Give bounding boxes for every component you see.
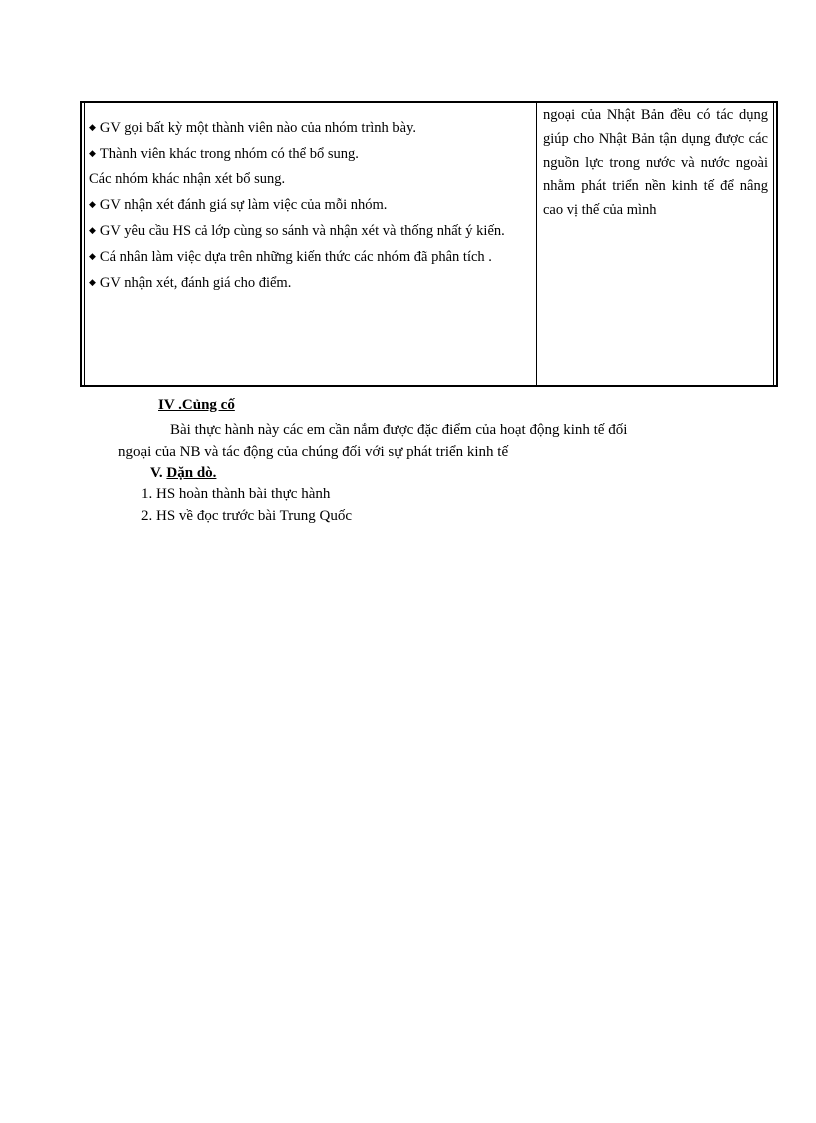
activity-item-6: ◆ Cá nhân làm việc dựa trên những kiến thức các nhóm đã phân tích . [89,246,528,267]
activity-item-1: ◆ GV gọi bất kỳ một thành viên nào của nhóm trình bày. [89,117,528,138]
content-text: ngoại của Nhật Bản đều có tác dụng giúp cho Nhật Bản tận dụng được các nguồn lực trong nước và nước ngoài nhằm phát triển nền kinh tế để nâng cao vị thế của mình [543,107,768,219]
section-iv-line-2: ngoại của NB và tác động của chúng đối với sự phát triển kinh tế [118,444,509,460]
diamond-bullet-icon: ◆ [89,225,96,235]
activity-item-3: Các nhóm khác nhận xét bổ sung. [89,171,286,187]
content-column [537,103,776,385]
diamond-bullet-icon: ◆ [89,122,96,132]
activity-item-5: ◆ GV yêu cầu HS cả lớp cùng so sánh và nhận xét và thống nhất ý kiến. [89,220,528,241]
activities-column [82,103,537,385]
lesson-table [80,101,778,387]
section-iv-line-1: Bài thực hành này các em cần nắm được đặc điểm của hoạt động kinh tế đối [170,422,628,438]
section-v-item-1: 1. HS hoàn thành bài thực hành [141,486,331,502]
diamond-bullet-icon: ◆ [89,277,96,287]
activity-item-7: ◆ GV nhận xét, đánh giá cho điểm. [89,272,528,293]
diamond-bullet-icon: ◆ [89,148,96,158]
section-v-heading: V. Dặn dò. [150,465,217,481]
diamond-bullet-icon: ◆ [89,199,96,209]
activity-item-2: ◆ Thành viên khác trong nhóm có thể bổ sung. [89,143,528,164]
activity-item-4: ◆ GV nhận xét đánh giá sự làm việc của mỗi nhóm. [89,194,528,215]
section-iv-heading: IV .Củng cố [158,397,235,413]
diamond-bullet-icon: ◆ [89,251,96,261]
section-v-item-2: 2. HS về đọc trước bài Trung Quốc [141,508,353,524]
